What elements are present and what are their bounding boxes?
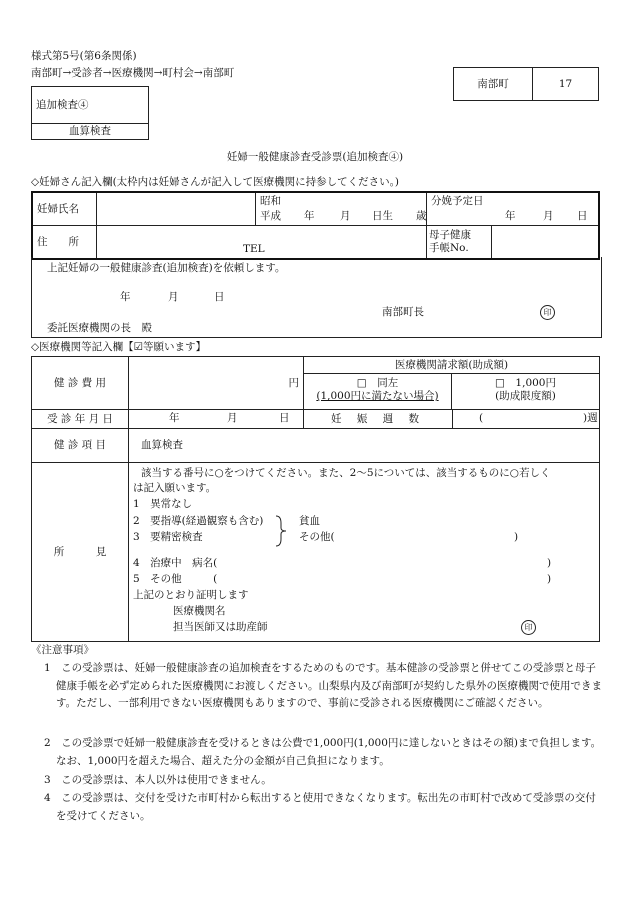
finding-option-1[interactable]: 1 異常なし xyxy=(133,498,193,510)
tel-label: TEL xyxy=(243,243,265,255)
note-item-1: 1 この受診票は、妊婦一般健康診査の追加検査をするためのものです。基本健診の受診票と併せてこの受診票と母子健康手帳を必ず定められた医療機関にお渡しください。山梨県内及び南部町が契約した県外の医療機関で使用できます。ただし、一部利用できない医療機関もありますので、事前に受診される医療機関にご確認ください。 xyxy=(44,662,602,709)
town-code: 17 xyxy=(533,68,599,101)
handbook-number-field[interactable] xyxy=(492,226,600,260)
patient-entry-table xyxy=(31,191,600,260)
claim-option-limit[interactable]: □ 1,000円 (助成限度額) xyxy=(495,377,556,402)
request-year-unit: 年 xyxy=(120,291,131,303)
gestation-weeks-field[interactable]: ( )週 xyxy=(453,410,600,429)
exam-item-value: 血算検査 xyxy=(129,429,600,463)
form-title: 妊婦一般健康診査受診票(追加検査④) xyxy=(226,151,404,163)
clinic-entry-table xyxy=(31,356,600,642)
town-name: 南部町 xyxy=(454,68,533,101)
findings-intro: 該当する番号に○をつけてください。また、2～5については、該当するものに○若しく xyxy=(141,467,551,479)
note-item-4: 4 この受診票は、交付を受けた市町村から転出すると使用できなくなります。転出先の市町村で改めて受診票の交付を受けてください。 xyxy=(44,792,596,822)
yen-unit: 円 xyxy=(288,376,299,389)
findings-label: 所 見 xyxy=(32,463,129,642)
visit-date-field[interactable]: 年 月 日 xyxy=(129,410,304,429)
note-item-3: 3 この受診票は、本人以外は使用できません。 xyxy=(44,774,272,786)
clinic-name-label: 医療機関名 xyxy=(173,605,226,617)
request-addressee: 委託医療機関の長 殿 xyxy=(47,322,152,334)
request-day-unit: 日 xyxy=(214,291,225,303)
handbook-label: 母子健康 手帳No. xyxy=(429,229,471,254)
era-heisei: 平成 xyxy=(260,210,281,222)
fee-field[interactable] xyxy=(129,357,304,410)
finding-option-3[interactable]: 3 要精密検査 xyxy=(133,531,203,543)
birth-day-unit: 日生 xyxy=(372,210,393,222)
due-month-unit: 月 xyxy=(543,210,554,222)
finding-option-5[interactable]: 5 その他 ( xyxy=(133,573,218,585)
era-showa: 昭和 xyxy=(260,195,281,207)
visit-date-label: 受 診 年 月 日 xyxy=(32,410,129,429)
opt4-close: ) xyxy=(547,557,552,569)
certify-text: 上記のとおり証明します xyxy=(133,589,249,601)
sub-option-other[interactable]: その他( xyxy=(299,531,335,543)
routing-line: 南部町→受診者→医療機関→町村会→南部町 xyxy=(31,67,235,79)
gestation-weeks-label: 妊 娠 週 数 xyxy=(304,410,453,429)
sub-option-anemia[interactable]: 貧血 xyxy=(299,515,320,527)
mayor-seal: 印 xyxy=(540,305,555,320)
request-month-unit: 月 xyxy=(168,291,179,303)
age-unit: 歳 xyxy=(416,210,427,222)
town-code-box xyxy=(453,67,599,101)
doctor-seal: 印 xyxy=(521,620,536,635)
exam-type-title: 追加検査④ xyxy=(32,87,149,124)
patient-section-heading: ◇妊婦さん記入欄(太枠内は妊婦さんが記入して医療機関に持参してください。) xyxy=(31,176,400,188)
opt5-close: ) xyxy=(547,573,552,585)
birth-year-unit: 年 xyxy=(304,210,315,222)
finding-option-2[interactable]: 2 要指導(経過観察も含む) xyxy=(133,515,264,527)
due-year-unit: 年 xyxy=(505,210,516,222)
note-item-2: 2 この受診票で妊婦一般健康診査を受けるときは公費で1,000円(1,000円に達しないときはその額)まで負担します。なお、1,000円を超えた場合、超えた分の金額が自己負担になります。 xyxy=(44,737,602,767)
exam-type-box xyxy=(31,86,149,140)
request-text: 上記妊婦の一般健康診査(追加検査)を依頼します。 xyxy=(47,262,286,274)
due-day-unit: 日 xyxy=(577,210,588,222)
clinic-section-heading: ◇医療機関等記入欄【☑等願います】 xyxy=(31,341,206,353)
finding-option-4[interactable]: 4 治療中 病名( xyxy=(133,557,218,569)
doctor-label: 担当医師又は助産師 xyxy=(173,621,268,633)
form-number: 様式第5号(第6条関係) xyxy=(31,50,137,62)
fee-label: 健 診 費 用 xyxy=(32,357,129,410)
findings-intro-cont: は記入願います。 xyxy=(133,482,217,494)
due-date-label: 分娩予定日 xyxy=(431,195,484,207)
claim-header: 医療機関請求額(助成額) xyxy=(304,357,599,374)
brace-icon xyxy=(274,515,288,547)
birth-month-unit: 月 xyxy=(340,210,351,222)
exam-type-sub: 血算検査 xyxy=(32,124,149,140)
mayor-name: 南部町長 xyxy=(382,306,424,318)
claim-option-same[interactable]: □ 同左 (1,000円に満たない場合) xyxy=(304,374,452,409)
name-label: 妊婦氏名 xyxy=(32,192,97,226)
notes-heading: 《注意事項》 xyxy=(31,644,94,656)
address-label: 住 所 xyxy=(32,226,97,260)
exam-item-label: 健 診 項 目 xyxy=(32,429,129,463)
sub-other-close: ) xyxy=(514,531,519,543)
name-field[interactable] xyxy=(97,192,256,226)
